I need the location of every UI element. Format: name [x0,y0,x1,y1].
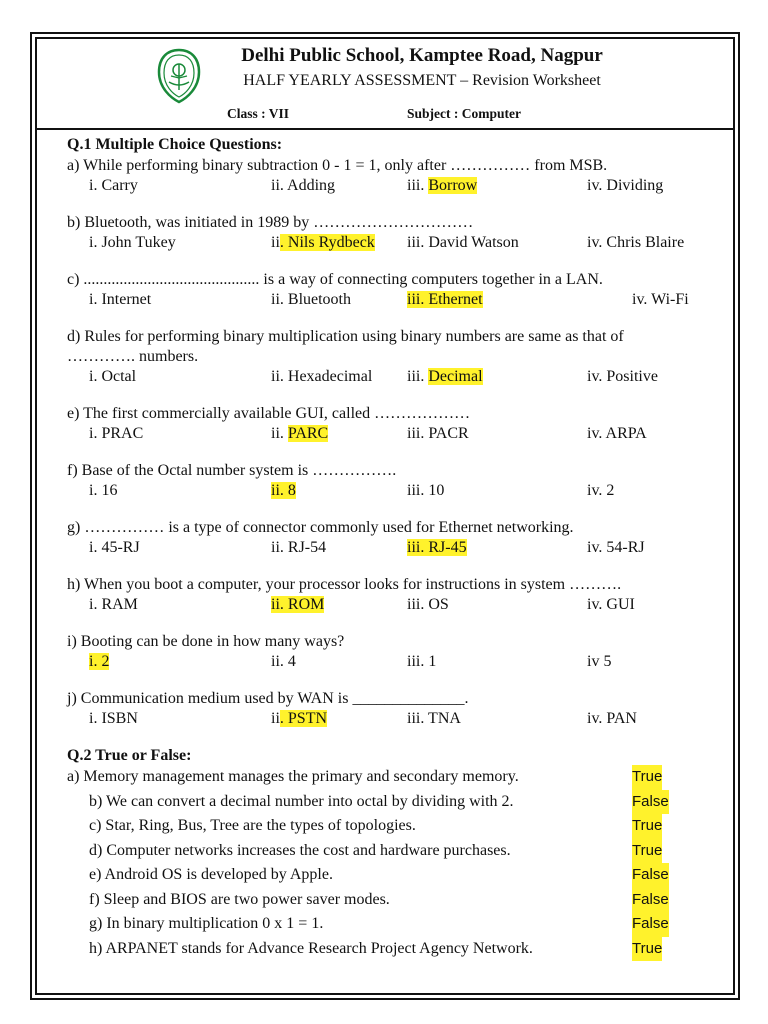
options-row [67,424,707,444]
answer-highlight: True [632,814,662,839]
question-f [67,461,707,501]
option-4: iv. Wi-Fi [632,291,689,308]
option-1: i. Internet [89,291,152,308]
question-text: d) Rules for performing binary multiplication using binary numbers are same as that of [67,328,624,345]
option-4: iv. Positive [587,368,658,385]
q2-section-title: Q.2 True or False: [67,747,192,764]
options-row [67,233,707,253]
option-2: ii. Nils Rydbeck [271,234,375,251]
class-label: Class : VII [227,106,290,121]
option-1: i. 16 [89,482,118,499]
option-1: i. RAM [89,596,138,613]
question-b [67,213,707,253]
options-row [67,652,707,672]
statement-text: g) In binary multiplication 0 x 1 = 1. [89,915,324,932]
option-4: iv. ARPA [587,425,647,442]
statement-text: c) Star, Ring, Bus, Tree are the types of topologies. [89,817,416,834]
tf-item-e [67,863,707,888]
question-text: a) While performing binary subtraction 0 - 1 = 1, only after …………… from MSB. [67,157,608,174]
answer-highlight: ii. 8 [271,482,296,499]
question-text: e) The first commercially available GUI, called ……………… [67,405,471,422]
question-h [67,575,707,615]
option-3 [407,538,467,558]
question-text: g) …………… is a type of connector commonly used for Ethernet networking. [67,519,574,536]
answer-highlight: False [632,888,669,913]
option-2: ii. PARC [271,425,329,442]
statement-text: f) Sleep and BIOS are two power saver modes. [89,890,390,908]
answer-highlight: False [632,912,669,937]
subject-label: Subject : Computer [407,106,521,121]
option-2: ii. Bluetooth [271,291,351,308]
answer-highlight: . Nils Rydbeck [279,234,375,251]
option-1: i. Octal [89,368,137,385]
option-3: iii. Decimal [407,368,483,385]
options-row [67,367,707,387]
statement-text: a) Memory management manages the primary and secondary memory. [67,768,519,785]
answer-highlight: False [632,790,669,815]
question-text: b) Bluetooth, was initiated in 1989 by ………………………… [67,214,474,231]
school-crest-logo [155,48,203,104]
school-name: Delhi Public School, Kamptee Road, Nagpur [241,45,603,66]
option-1: i. 45-RJ [89,539,140,556]
option-4: iv 5 [587,653,612,670]
answer-highlight: Borrow [428,177,478,194]
assessment-title: HALF YEARLY ASSESSMENT – Revision Worksheet [243,72,601,89]
option-3: iii. PACR [407,425,469,442]
answer-highlight: ii. ROM [271,596,325,613]
statement-text: h) ARPANET stands for Advance Research Project Agency Network. [89,939,533,957]
options-row [67,595,707,615]
option-2 [271,595,324,615]
option-4: iv. GUI [587,596,635,613]
question-text: h) When you boot a computer, your processor looks for instructions in system ………. [67,576,622,593]
options-row [67,290,707,310]
options-row [67,481,707,501]
worksheet-content [67,136,707,961]
question-text-continued: …………. numbers. [67,348,199,365]
question-g [67,518,707,558]
option-4: iv. PAN [587,710,637,727]
option-3: iii. 1 [407,653,437,670]
statement-text: b) We can convert a decimal number into octal by dividing with 2. [89,792,514,810]
option-3: iii. 10 [407,482,445,499]
question-d [67,327,707,387]
answer-highlight: False [632,863,669,888]
option-4: iv. Dividing [587,177,664,194]
question-c [67,270,707,310]
worksheet-header [37,39,733,130]
option-1 [89,652,109,672]
option-2 [271,481,296,501]
option-2: ii. Adding [271,177,336,194]
option-1: i. PRAC [89,425,144,442]
question-j [67,689,707,729]
question-i [67,632,707,672]
option-1: i. Carry [89,177,138,194]
question-a [67,156,707,196]
option-2: ii. 4 [271,653,296,670]
tf-item-h [67,937,707,962]
option-1: i. ISBN [89,710,138,727]
answer-highlight: . PSTN [279,710,328,727]
tf-item-a [67,765,707,790]
tf-item-d [67,839,707,864]
tf-item-c [67,814,707,839]
option-4: iv. Chris Blaire [587,234,685,251]
answer-highlight: True [632,937,662,962]
option-3: iii. Borrow [407,177,478,194]
tf-item-b [67,790,707,815]
question-e [67,404,707,444]
tf-item-g [67,912,707,937]
option-2: ii. PSTN [271,710,328,727]
option-4: iv. 2 [587,482,615,499]
option-3: iii. OS [407,596,449,613]
tf-item-f [67,888,707,913]
options-row [67,176,707,196]
option-1: i. John Tukey [89,234,176,251]
option-4: iv. 54-RJ [587,539,645,556]
statement-text: e) Android OS is developed by Apple. [89,866,333,883]
question-text: c) ............................................ is a way of connecting computers together in a LAN. [67,271,603,288]
true-false-list [67,765,707,961]
options-row [67,709,707,729]
option-2: ii. Hexadecimal [271,368,373,385]
option-3: iii. TNA [407,710,461,727]
answer-highlight: iii. Ethernet [407,291,483,308]
question-text: i) Booting can be done in how many ways? [67,633,345,650]
statement-text: d) Computer networks increases the cost and hardware purchases. [89,841,511,859]
options-row [67,538,707,558]
answer-highlight: True [632,765,662,790]
question-text: j) Communication medium used by WAN is ______________. [67,690,469,707]
option-3 [407,290,483,310]
answer-highlight: iii. RJ-45 [407,539,467,556]
answer-highlight: True [632,839,662,864]
option-2: ii. RJ-54 [271,539,327,556]
answer-highlight: Decimal [428,368,483,385]
answer-highlight: PARC [287,425,329,442]
option-3: iii. David Watson [407,234,519,251]
question-text: f) Base of the Octal number system is ……………. [67,462,397,479]
answer-highlight: i. 2 [89,653,110,670]
q1-section-title: Q.1 Multiple Choice Questions: [67,136,283,153]
